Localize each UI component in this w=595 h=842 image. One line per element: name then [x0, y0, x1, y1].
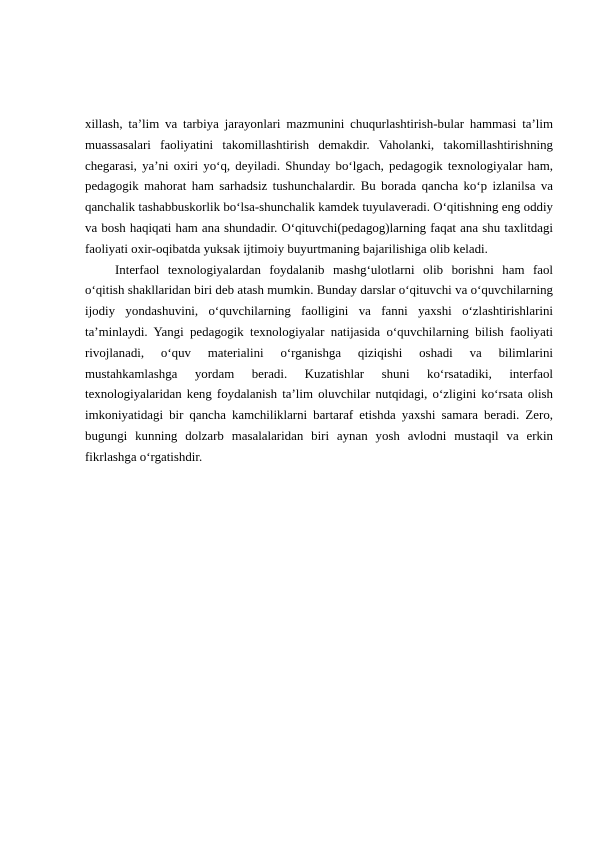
document-body [85, 114, 553, 468]
paragraph-continuation: xillash, ta’lim va tarbiya jarayonlari mazmunini chuqurlashtirish-bular hammasi ta’lim muassasalari faoliyatini takomillashtirish demakdir. Vaholanki, takomillashtirishning chegarasi, ya’ni oxiri yo‘q, deyiladi. Shunday bo‘lgach, pedagogik texnologiyalar ham, pedagogik mahorat ham sarhadsiz tushunchalardir. Bu borada qancha ko‘p izlanilsa va qanchalik tashabbuskorlik bo‘lsa-shunchalik kamdek tuyulaveradi. O‘qitishning eng oddiy va bosh haqiqati ham ana shundadir. O‘qituvchi(pedagog)larning faqat ana shu taxlitdagi faoliyati oxir-oqibatda yuksak ijtimoiy buyurtmaning bajarilishiga olib keladi. [85, 117, 553, 256]
paragraph-interfaol: Interfaol texnologiyalardan foydalanib mashg‘ulotlarni olib borishni ham faol o‘qitish shakllaridan biri deb atash mumkin. Bunday darslar o‘qituvchi va o‘quvchilarning ijodiy yondashuvini, o‘quvchilarning faolligini va fanni yaxshi o‘zlashtirishlarini ta’minlaydi. Yangi pedagogik texnologiyalar natijasida o‘quvchilarning bilish faoliyati rivojlanadi, o‘quv materialini o‘rganishga qiziqishi oshadi va bilimlarini mustahkamlashga yordam beradi. Kuzatishlar shuni ko‘rsatadiki, interfaol texnologiyalaridan keng foydalanish ta’lim oluvchilar nutqidagi, o‘zligini ko‘rsata olish imkoniyatidagi bir qancha kamchiliklarni bartaraf etishda yaxshi samara beradi. Zero, bugungi kunning dolzarb masalalaridan biri aynan yosh avlodni mustaqil va erkin fikrlashga o‘rgatishdir. [85, 262, 553, 464]
